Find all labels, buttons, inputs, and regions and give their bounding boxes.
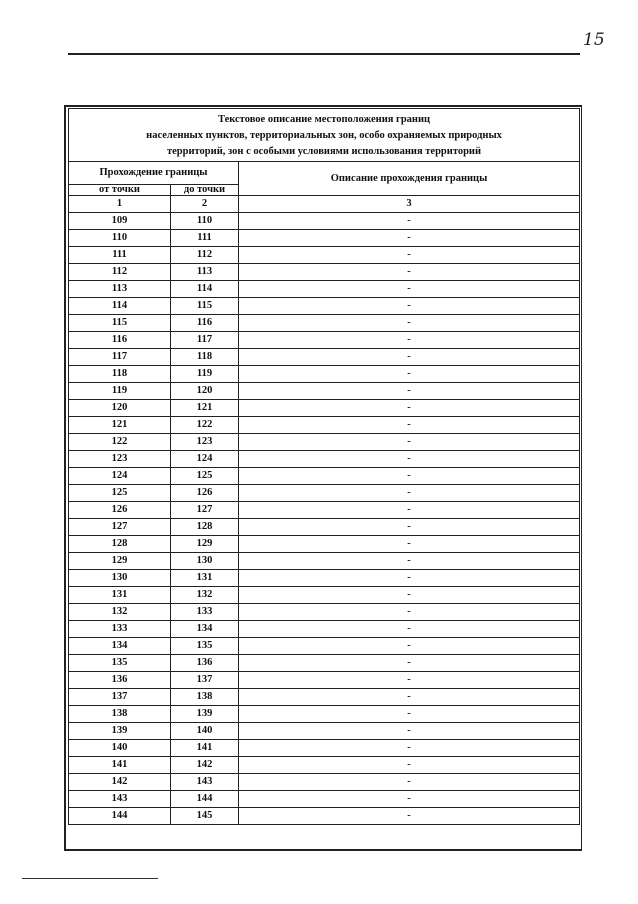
table-row — [69, 383, 580, 400]
cell-to: 119 — [171, 366, 239, 383]
cell-desc: - — [239, 672, 580, 689]
cell-desc: - — [239, 706, 580, 723]
table-row — [69, 740, 580, 757]
cell-desc: - — [239, 468, 580, 485]
table-row — [69, 315, 580, 332]
cell-desc: - — [239, 366, 580, 383]
cell-to: 118 — [171, 349, 239, 366]
cell-to: 135 — [171, 638, 239, 655]
cell-desc: - — [239, 213, 580, 230]
cell-to: 133 — [171, 604, 239, 621]
table-row — [69, 604, 580, 621]
cell-to: 138 — [171, 689, 239, 706]
cell-from: 113 — [69, 281, 171, 298]
cell-to: 117 — [171, 332, 239, 349]
cell-from: 110 — [69, 230, 171, 247]
column-number: 1 — [69, 196, 171, 213]
table-row — [69, 281, 580, 298]
cell-desc: - — [239, 808, 580, 825]
cell-to: 110 — [171, 213, 239, 230]
cell-desc: - — [239, 774, 580, 791]
cell-to: 127 — [171, 502, 239, 519]
cell-from: 133 — [69, 621, 171, 638]
table-row — [69, 451, 580, 468]
table-row — [69, 213, 580, 230]
table-row — [69, 706, 580, 723]
cell-desc: - — [239, 230, 580, 247]
cell-to: 114 — [171, 281, 239, 298]
cell-from: 144 — [69, 808, 171, 825]
boundary-description-table — [68, 108, 580, 825]
cell-desc: - — [239, 434, 580, 451]
cell-desc: - — [239, 315, 580, 332]
table-row — [69, 519, 580, 536]
sub-header-to: до точки — [171, 185, 239, 196]
column-number: 2 — [171, 196, 239, 213]
table-row — [69, 672, 580, 689]
table-row — [69, 791, 580, 808]
cell-to: 120 — [171, 383, 239, 400]
cell-desc: - — [239, 570, 580, 587]
group-header: Прохождение границы — [69, 162, 239, 185]
cell-from: 121 — [69, 417, 171, 434]
bottom-rule — [22, 878, 158, 879]
title-row — [69, 109, 580, 162]
cell-from: 137 — [69, 689, 171, 706]
cell-to: 132 — [171, 587, 239, 604]
cell-desc: - — [239, 281, 580, 298]
cell-to: 123 — [171, 434, 239, 451]
cell-to: 124 — [171, 451, 239, 468]
table-row — [69, 621, 580, 638]
cell-to: 113 — [171, 264, 239, 281]
title-line-2: населенных пунктов, территориальных зон, особо охраняемых природных — [146, 130, 502, 141]
cell-to: 136 — [171, 655, 239, 672]
cell-from: 131 — [69, 587, 171, 604]
cell-desc: - — [239, 349, 580, 366]
title-line-3: территорий, зон с особыми условиями использования территорий — [166, 146, 482, 157]
cell-desc: - — [239, 638, 580, 655]
cell-desc: - — [239, 417, 580, 434]
table-row — [69, 485, 580, 502]
cell-from: 115 — [69, 315, 171, 332]
cell-to: 130 — [171, 553, 239, 570]
cell-from: 132 — [69, 604, 171, 621]
desc-header: Описание прохождения границы — [239, 162, 580, 196]
cell-from: 117 — [69, 349, 171, 366]
cell-desc: - — [239, 264, 580, 281]
cell-to: 140 — [171, 723, 239, 740]
cell-desc: - — [239, 689, 580, 706]
table-row — [69, 247, 580, 264]
cell-from: 143 — [69, 791, 171, 808]
cell-from: 120 — [69, 400, 171, 417]
table-row — [69, 638, 580, 655]
table-row — [69, 468, 580, 485]
table-row — [69, 230, 580, 247]
sub-header-from: от точки — [69, 185, 171, 196]
table-row — [69, 434, 580, 451]
cell-desc: - — [239, 519, 580, 536]
cell-to: 125 — [171, 468, 239, 485]
cell-from: 126 — [69, 502, 171, 519]
cell-from: 123 — [69, 451, 171, 468]
cell-from: 112 — [69, 264, 171, 281]
cell-to: 134 — [171, 621, 239, 638]
cell-to: 137 — [171, 672, 239, 689]
cell-from: 141 — [69, 757, 171, 774]
cell-desc: - — [239, 740, 580, 757]
cell-from: 140 — [69, 740, 171, 757]
cell-to: 145 — [171, 808, 239, 825]
cell-from: 139 — [69, 723, 171, 740]
cell-from: 125 — [69, 485, 171, 502]
table-row — [69, 417, 580, 434]
table-row — [69, 366, 580, 383]
table-row — [69, 400, 580, 417]
page-number-mark: 15 — [583, 30, 605, 50]
column-number-row — [69, 196, 580, 213]
cell-desc: - — [239, 723, 580, 740]
cell-desc: - — [239, 383, 580, 400]
cell-desc: - — [239, 502, 580, 519]
table-row — [69, 757, 580, 774]
table-row — [69, 808, 580, 825]
cell-from: 109 — [69, 213, 171, 230]
cell-from: 136 — [69, 672, 171, 689]
cell-from: 119 — [69, 383, 171, 400]
cell-to: 131 — [171, 570, 239, 587]
cell-desc: - — [239, 332, 580, 349]
column-number: 3 — [239, 196, 580, 213]
cell-desc: - — [239, 604, 580, 621]
cell-to: 128 — [171, 519, 239, 536]
cell-to: 129 — [171, 536, 239, 553]
cell-desc: - — [239, 536, 580, 553]
cell-to: 111 — [171, 230, 239, 247]
cell-to: 139 — [171, 706, 239, 723]
cell-from: 128 — [69, 536, 171, 553]
cell-desc: - — [239, 587, 580, 604]
cell-desc: - — [239, 791, 580, 808]
table-row — [69, 349, 580, 366]
cell-from: 134 — [69, 638, 171, 655]
table-row — [69, 587, 580, 604]
cell-from: 124 — [69, 468, 171, 485]
cell-to: 143 — [171, 774, 239, 791]
table-row — [69, 655, 580, 672]
cell-desc: - — [239, 485, 580, 502]
cell-desc: - — [239, 655, 580, 672]
table-row — [69, 774, 580, 791]
cell-desc: - — [239, 451, 580, 468]
cell-to: 121 — [171, 400, 239, 417]
cell-from: 142 — [69, 774, 171, 791]
cell-desc: - — [239, 757, 580, 774]
cell-from: 114 — [69, 298, 171, 315]
cell-to: 142 — [171, 757, 239, 774]
table-row — [69, 332, 580, 349]
cell-from: 118 — [69, 366, 171, 383]
table-row — [69, 298, 580, 315]
cell-to: 112 — [171, 247, 239, 264]
table-row — [69, 570, 580, 587]
cell-to: 115 — [171, 298, 239, 315]
table-row — [69, 723, 580, 740]
cell-to: 144 — [171, 791, 239, 808]
table-row — [69, 689, 580, 706]
cell-desc: - — [239, 621, 580, 638]
cell-from: 138 — [69, 706, 171, 723]
table-row — [69, 502, 580, 519]
cell-from: 122 — [69, 434, 171, 451]
cell-from: 127 — [69, 519, 171, 536]
cell-desc: - — [239, 298, 580, 315]
cell-to: 116 — [171, 315, 239, 332]
cell-desc: - — [239, 553, 580, 570]
cell-desc: - — [239, 247, 580, 264]
table-row — [69, 264, 580, 281]
table-title — [69, 109, 580, 162]
cell-to: 122 — [171, 417, 239, 434]
header-row — [69, 162, 580, 185]
cell-to: 126 — [171, 485, 239, 502]
cell-to: 141 — [171, 740, 239, 757]
cell-from: 111 — [69, 247, 171, 264]
cell-from: 116 — [69, 332, 171, 349]
cell-from: 135 — [69, 655, 171, 672]
top-rule — [68, 53, 580, 55]
table-row — [69, 553, 580, 570]
table-row — [69, 536, 580, 553]
title-line-1: Текстовое описание местоположения границ — [217, 114, 431, 125]
cell-from: 130 — [69, 570, 171, 587]
cell-from: 129 — [69, 553, 171, 570]
cell-desc: - — [239, 400, 580, 417]
